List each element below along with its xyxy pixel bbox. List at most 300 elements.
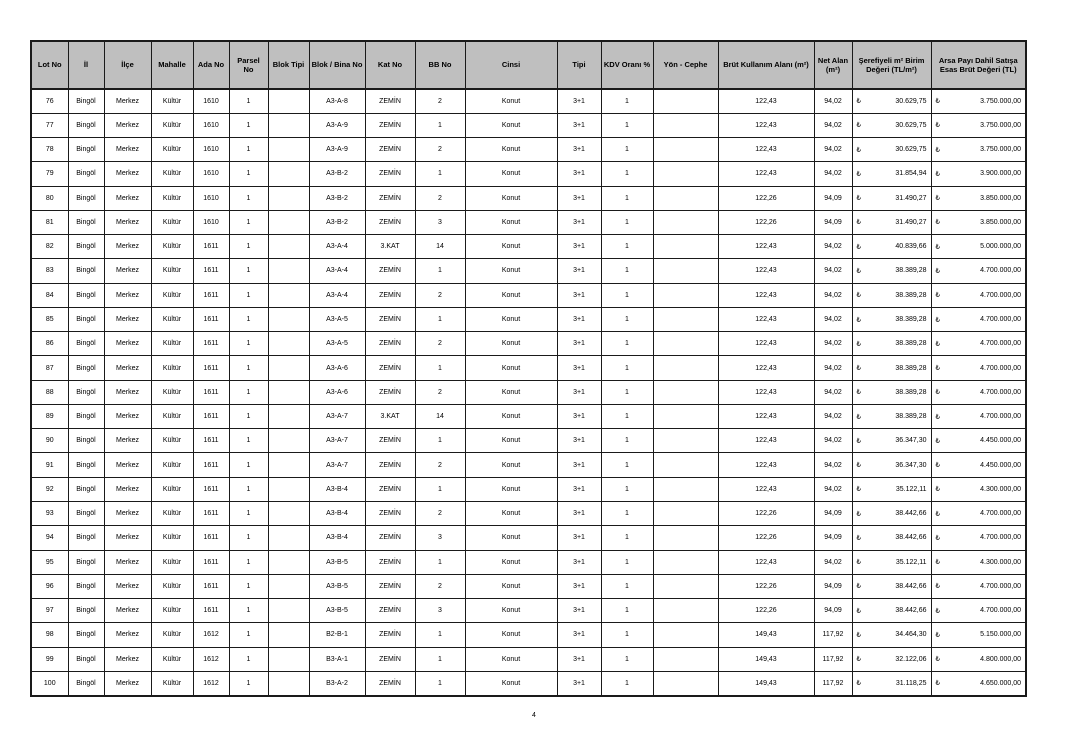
cell-bloktipi — [268, 623, 309, 647]
currency-cell-content — [936, 558, 1022, 566]
col-header-kat-no: Kat No — [365, 41, 415, 89]
cell-mahalle: Kültür — [151, 380, 193, 404]
table-row — [31, 283, 1026, 307]
cell-birim — [852, 429, 931, 453]
cell-bloktipi — [268, 550, 309, 574]
cell-cinsi: Konut — [465, 550, 557, 574]
currency-value: 4.450.000,00 — [980, 461, 1021, 469]
cell-cinsi: Konut — [465, 429, 557, 453]
cell-lot: 84 — [31, 283, 68, 307]
cell-tipi: 3+1 — [557, 162, 601, 186]
cell-kdv: 1 — [601, 186, 653, 210]
cell-blokbina: A3-B-4 — [309, 477, 365, 501]
currency-cell-content — [857, 631, 927, 639]
cell-il: Bingöl — [68, 113, 104, 137]
cell-blokbina: A3-B-4 — [309, 502, 365, 526]
cell-kdv: 1 — [601, 113, 653, 137]
col-header-ada-no: Ada No — [193, 41, 229, 89]
cell-brut: 122,43 — [718, 356, 814, 380]
currency-value: 31.490,27 — [895, 194, 927, 202]
cell-ilce: Merkez — [104, 307, 151, 331]
cell-bloktipi — [268, 210, 309, 234]
cell-ilce: Merkez — [104, 671, 151, 695]
cell-il: Bingöl — [68, 259, 104, 283]
cell-ada: 1611 — [193, 380, 229, 404]
cell-yon — [653, 550, 718, 574]
currency-value: 38.389,28 — [895, 388, 927, 396]
cell-birim — [852, 550, 931, 574]
currency-value: 3.850.000,00 — [980, 194, 1021, 202]
currency-cell-content — [936, 291, 1022, 299]
cell-kat: ZEMİN — [365, 599, 415, 623]
table-row — [31, 574, 1026, 598]
cell-tipi: 3+1 — [557, 671, 601, 695]
table-body — [31, 89, 1026, 696]
cell-ilce: Merkez — [104, 526, 151, 550]
cell-il: Bingöl — [68, 138, 104, 162]
currency-value: 3.750.000,00 — [980, 121, 1021, 129]
cell-lot: 77 — [31, 113, 68, 137]
cell-blokbina: A3-A-7 — [309, 453, 365, 477]
currency-value: 36.347,30 — [895, 461, 927, 469]
cell-birim — [852, 332, 931, 356]
cell-blokbina: A3-A-5 — [309, 307, 365, 331]
cell-ilce: Merkez — [104, 623, 151, 647]
cell-bb: 1 — [415, 477, 465, 501]
cell-brut: 122,43 — [718, 404, 814, 428]
cell-tipi: 3+1 — [557, 526, 601, 550]
currency-value: 3.750.000,00 — [980, 97, 1021, 105]
cell-ada: 1611 — [193, 259, 229, 283]
table-row — [31, 671, 1026, 695]
currency-value: 38.389,28 — [895, 413, 927, 421]
cell-il: Bingöl — [68, 502, 104, 526]
cell-parsel: 1 — [229, 259, 268, 283]
currency-cell-content — [857, 243, 927, 251]
col-header-bb-no: BB No — [415, 41, 465, 89]
turkish-lira-symbol: ₺ — [856, 195, 861, 203]
cell-mahalle: Kültür — [151, 477, 193, 501]
cell-ada: 1611 — [193, 404, 229, 428]
cell-brut: 149,43 — [718, 671, 814, 695]
cell-net: 94,02 — [814, 332, 852, 356]
cell-lot: 86 — [31, 332, 68, 356]
cell-net: 94,02 — [814, 356, 852, 380]
cell-lot: 96 — [31, 574, 68, 598]
currency-cell-content — [936, 340, 1022, 348]
cell-parsel: 1 — [229, 526, 268, 550]
cell-birim — [852, 89, 931, 113]
cell-parsel: 1 — [229, 162, 268, 186]
cell-cinsi: Konut — [465, 186, 557, 210]
turkish-lira-symbol: ₺ — [935, 122, 940, 130]
cell-net: 94,09 — [814, 599, 852, 623]
cell-net: 94,02 — [814, 380, 852, 404]
currency-value: 36.347,30 — [895, 437, 927, 445]
turkish-lira-symbol: ₺ — [935, 437, 940, 445]
cell-tipi: 3+1 — [557, 550, 601, 574]
currency-value: 4.700.000,00 — [980, 291, 1021, 299]
cell-birim — [852, 113, 931, 137]
cell-brut: 122,43 — [718, 283, 814, 307]
table-row — [31, 550, 1026, 574]
currency-value: 4.700.000,00 — [980, 582, 1021, 590]
cell-blokbina: A3-A-6 — [309, 356, 365, 380]
col-header-brut-kullanim-alani: Brüt Kullanım Alanı (m²) — [718, 41, 814, 89]
cell-parsel: 1 — [229, 186, 268, 210]
cell-parsel: 1 — [229, 332, 268, 356]
currency-value: 30.629,75 — [895, 146, 927, 154]
cell-kat: ZEMİN — [365, 210, 415, 234]
cell-ada: 1611 — [193, 550, 229, 574]
table-row — [31, 210, 1026, 234]
cell-net: 94,02 — [814, 453, 852, 477]
cell-tipi: 3+1 — [557, 307, 601, 331]
cell-tipi: 3+1 — [557, 647, 601, 671]
cell-lot: 93 — [31, 502, 68, 526]
cell-yon — [653, 259, 718, 283]
cell-yon — [653, 574, 718, 598]
cell-yon — [653, 429, 718, 453]
cell-bb: 1 — [415, 356, 465, 380]
turkish-lira-symbol: ₺ — [935, 267, 940, 275]
cell-ada: 1611 — [193, 235, 229, 259]
cell-ada: 1610 — [193, 210, 229, 234]
cell-kdv: 1 — [601, 356, 653, 380]
cell-ilce: Merkez — [104, 453, 151, 477]
turkish-lira-symbol: ₺ — [935, 170, 940, 178]
cell-brut: 122,43 — [718, 453, 814, 477]
cell-cinsi: Konut — [465, 89, 557, 113]
turkish-lira-symbol: ₺ — [856, 631, 861, 639]
currency-cell-content — [857, 655, 927, 663]
table-row — [31, 477, 1026, 501]
cell-lot: 90 — [31, 429, 68, 453]
cell-parsel: 1 — [229, 235, 268, 259]
turkish-lira-symbol: ₺ — [935, 195, 940, 203]
currency-value: 31.854,94 — [895, 170, 927, 178]
cell-bloktipi — [268, 453, 309, 477]
cell-mahalle: Kültür — [151, 453, 193, 477]
turkish-lira-symbol: ₺ — [856, 413, 861, 421]
cell-cinsi: Konut — [465, 210, 557, 234]
cell-parsel: 1 — [229, 138, 268, 162]
cell-deger — [931, 259, 1026, 283]
turkish-lira-symbol: ₺ — [856, 534, 861, 542]
col-header-il: İl — [68, 41, 104, 89]
cell-mahalle: Kültür — [151, 647, 193, 671]
cell-deger — [931, 623, 1026, 647]
currency-cell-content — [936, 413, 1022, 421]
cell-lot: 89 — [31, 404, 68, 428]
currency-cell-content — [857, 146, 927, 154]
cell-brut: 122,43 — [718, 332, 814, 356]
cell-mahalle: Kültür — [151, 502, 193, 526]
cell-kdv: 1 — [601, 429, 653, 453]
cell-net: 117,92 — [814, 647, 852, 671]
currency-cell-content — [936, 146, 1022, 154]
cell-ada: 1611 — [193, 307, 229, 331]
cell-kdv: 1 — [601, 599, 653, 623]
cell-birim — [852, 599, 931, 623]
turkish-lira-symbol: ₺ — [856, 559, 861, 567]
cell-bb: 2 — [415, 283, 465, 307]
table-row — [31, 623, 1026, 647]
cell-bb: 3 — [415, 526, 465, 550]
cell-deger — [931, 332, 1026, 356]
turkish-lira-symbol: ₺ — [856, 170, 861, 178]
cell-deger — [931, 502, 1026, 526]
cell-birim — [852, 453, 931, 477]
cell-blokbina: A3-A-7 — [309, 429, 365, 453]
cell-parsel: 1 — [229, 404, 268, 428]
cell-lot: 99 — [31, 647, 68, 671]
cell-birim — [852, 477, 931, 501]
currency-value: 38.389,28 — [895, 340, 927, 348]
table-row — [31, 380, 1026, 404]
currency-value: 3.900.000,00 — [980, 170, 1021, 178]
cell-blokbina: A3-A-5 — [309, 332, 365, 356]
currency-cell-content — [857, 461, 927, 469]
cell-kat: ZEMİN — [365, 647, 415, 671]
cell-birim — [852, 380, 931, 404]
turkish-lira-symbol: ₺ — [935, 243, 940, 251]
turkish-lira-symbol: ₺ — [935, 146, 940, 154]
cell-brut: 122,26 — [718, 526, 814, 550]
currency-value: 4.450.000,00 — [980, 437, 1021, 445]
turkish-lira-symbol: ₺ — [856, 292, 861, 300]
cell-kdv: 1 — [601, 453, 653, 477]
cell-tipi: 3+1 — [557, 283, 601, 307]
cell-kdv: 1 — [601, 574, 653, 598]
currency-cell-content — [857, 582, 927, 590]
currency-value: 35.122,11 — [895, 485, 927, 493]
cell-ilce: Merkez — [104, 404, 151, 428]
cell-kat: ZEMİN — [365, 307, 415, 331]
currency-value: 4.700.000,00 — [980, 364, 1021, 372]
cell-cinsi: Konut — [465, 283, 557, 307]
cell-deger — [931, 113, 1026, 137]
cell-brut: 122,43 — [718, 89, 814, 113]
currency-cell-content — [857, 364, 927, 372]
currency-value: 40.839,66 — [895, 243, 927, 251]
currency-value: 4.800.000,00 — [980, 655, 1021, 663]
cell-ilce: Merkez — [104, 259, 151, 283]
col-header-cinsi: Cinsi — [465, 41, 557, 89]
currency-cell-content — [936, 631, 1022, 639]
currency-value: 31.490,27 — [895, 218, 927, 226]
cell-mahalle: Kültür — [151, 356, 193, 380]
cell-mahalle: Kültür — [151, 623, 193, 647]
cell-birim — [852, 138, 931, 162]
cell-tipi: 3+1 — [557, 138, 601, 162]
cell-ilce: Merkez — [104, 235, 151, 259]
cell-net: 94,02 — [814, 235, 852, 259]
cell-brut: 122,43 — [718, 380, 814, 404]
cell-brut: 122,43 — [718, 259, 814, 283]
turkish-lira-symbol: ₺ — [935, 486, 940, 494]
turkish-lira-symbol: ₺ — [935, 510, 940, 518]
cell-cinsi: Konut — [465, 307, 557, 331]
cell-bb: 2 — [415, 138, 465, 162]
table-row — [31, 113, 1026, 137]
currency-cell-content — [857, 510, 927, 518]
cell-kdv: 1 — [601, 210, 653, 234]
cell-yon — [653, 113, 718, 137]
cell-bloktipi — [268, 404, 309, 428]
currency-value: 38.442,66 — [895, 510, 927, 518]
currency-cell-content — [936, 437, 1022, 445]
currency-cell-content — [857, 340, 927, 348]
cell-brut: 122,26 — [718, 502, 814, 526]
cell-birim — [852, 647, 931, 671]
cell-kat: ZEMİN — [365, 526, 415, 550]
cell-deger — [931, 526, 1026, 550]
cell-net: 94,09 — [814, 502, 852, 526]
cell-lot: 94 — [31, 526, 68, 550]
turkish-lira-symbol: ₺ — [935, 607, 940, 615]
cell-mahalle: Kültür — [151, 138, 193, 162]
cell-parsel: 1 — [229, 477, 268, 501]
currency-cell-content — [936, 679, 1022, 687]
cell-ilce: Merkez — [104, 89, 151, 113]
cell-yon — [653, 235, 718, 259]
turkish-lira-symbol: ₺ — [856, 146, 861, 154]
cell-cinsi: Konut — [465, 259, 557, 283]
cell-ada: 1611 — [193, 429, 229, 453]
cell-brut: 122,43 — [718, 138, 814, 162]
cell-parsel: 1 — [229, 599, 268, 623]
cell-bloktipi — [268, 599, 309, 623]
cell-birim — [852, 210, 931, 234]
cell-ilce: Merkez — [104, 138, 151, 162]
cell-deger — [931, 356, 1026, 380]
cell-bloktipi — [268, 235, 309, 259]
cell-cinsi: Konut — [465, 623, 557, 647]
cell-ada: 1610 — [193, 89, 229, 113]
cell-birim — [852, 526, 931, 550]
cell-ilce: Merkez — [104, 599, 151, 623]
cell-kat: ZEMİN — [365, 429, 415, 453]
turkish-lira-symbol: ₺ — [856, 98, 861, 106]
turkish-lira-symbol: ₺ — [856, 486, 861, 494]
cell-lot: 79 — [31, 162, 68, 186]
currency-cell-content — [857, 267, 927, 275]
cell-kat: ZEMİN — [365, 477, 415, 501]
turkish-lira-symbol: ₺ — [856, 365, 861, 373]
cell-net: 94,02 — [814, 477, 852, 501]
col-header-blok-tipi: Blok Tipi — [268, 41, 309, 89]
currency-cell-content — [857, 291, 927, 299]
cell-ilce: Merkez — [104, 380, 151, 404]
cell-ilce: Merkez — [104, 210, 151, 234]
cell-deger — [931, 550, 1026, 574]
cell-parsel: 1 — [229, 623, 268, 647]
cell-birim — [852, 283, 931, 307]
currency-value: 4.700.000,00 — [980, 607, 1021, 615]
cell-lot: 87 — [31, 356, 68, 380]
cell-kdv: 1 — [601, 283, 653, 307]
cell-yon — [653, 307, 718, 331]
cell-blokbina: A3-A-8 — [309, 89, 365, 113]
cell-birim — [852, 502, 931, 526]
turkish-lira-symbol: ₺ — [856, 267, 861, 275]
cell-blokbina: A3-A-6 — [309, 380, 365, 404]
cell-brut: 122,43 — [718, 307, 814, 331]
turkish-lira-symbol: ₺ — [935, 98, 940, 106]
turkish-lira-symbol: ₺ — [856, 316, 861, 324]
cell-il: Bingöl — [68, 477, 104, 501]
cell-kat: ZEMİN — [365, 671, 415, 695]
turkish-lira-symbol: ₺ — [856, 583, 861, 591]
cell-deger — [931, 283, 1026, 307]
col-header-blok-bina-no: Blok / Bina No — [309, 41, 365, 89]
cell-cinsi: Konut — [465, 356, 557, 380]
cell-yon — [653, 89, 718, 113]
cell-kat: ZEMİN — [365, 332, 415, 356]
cell-bb: 1 — [415, 307, 465, 331]
cell-ada: 1610 — [193, 113, 229, 137]
turkish-lira-symbol: ₺ — [935, 219, 940, 227]
cell-brut: 122,43 — [718, 113, 814, 137]
turkish-lira-symbol: ₺ — [856, 340, 861, 348]
cell-tipi: 3+1 — [557, 113, 601, 137]
cell-deger — [931, 671, 1026, 695]
cell-ilce: Merkez — [104, 283, 151, 307]
cell-blokbina: A3-B-4 — [309, 526, 365, 550]
cell-cinsi: Konut — [465, 235, 557, 259]
cell-bloktipi — [268, 332, 309, 356]
turkish-lira-symbol: ₺ — [935, 583, 940, 591]
turkish-lira-symbol: ₺ — [935, 631, 940, 639]
cell-bb: 1 — [415, 113, 465, 137]
cell-lot: 88 — [31, 380, 68, 404]
cell-kat: 3.KAT — [365, 235, 415, 259]
cell-mahalle: Kültür — [151, 259, 193, 283]
cell-lot: 81 — [31, 210, 68, 234]
cell-net: 94,02 — [814, 138, 852, 162]
col-header-tipi: Tipi — [557, 41, 601, 89]
currency-cell-content — [936, 582, 1022, 590]
currency-cell-content — [936, 364, 1022, 372]
cell-lot: 78 — [31, 138, 68, 162]
cell-bb: 1 — [415, 429, 465, 453]
cell-bb: 2 — [415, 332, 465, 356]
cell-net: 94,02 — [814, 307, 852, 331]
cell-mahalle: Kültür — [151, 526, 193, 550]
cell-bb: 3 — [415, 210, 465, 234]
cell-birim — [852, 307, 931, 331]
cell-il: Bingöl — [68, 526, 104, 550]
currency-cell-content — [936, 97, 1022, 105]
turkish-lira-symbol: ₺ — [935, 365, 940, 373]
cell-tipi: 3+1 — [557, 356, 601, 380]
cell-deger — [931, 429, 1026, 453]
cell-brut: 122,26 — [718, 599, 814, 623]
turkish-lira-symbol: ₺ — [856, 656, 861, 664]
cell-parsel: 1 — [229, 113, 268, 137]
table-row — [31, 307, 1026, 331]
cell-bloktipi — [268, 259, 309, 283]
cell-net: 117,92 — [814, 671, 852, 695]
cell-il: Bingöl — [68, 380, 104, 404]
currency-cell-content — [857, 218, 927, 226]
table-row — [31, 647, 1026, 671]
cell-cinsi: Konut — [465, 332, 557, 356]
cell-bloktipi — [268, 307, 309, 331]
cell-birim — [852, 671, 931, 695]
cell-kat: ZEMİN — [365, 283, 415, 307]
